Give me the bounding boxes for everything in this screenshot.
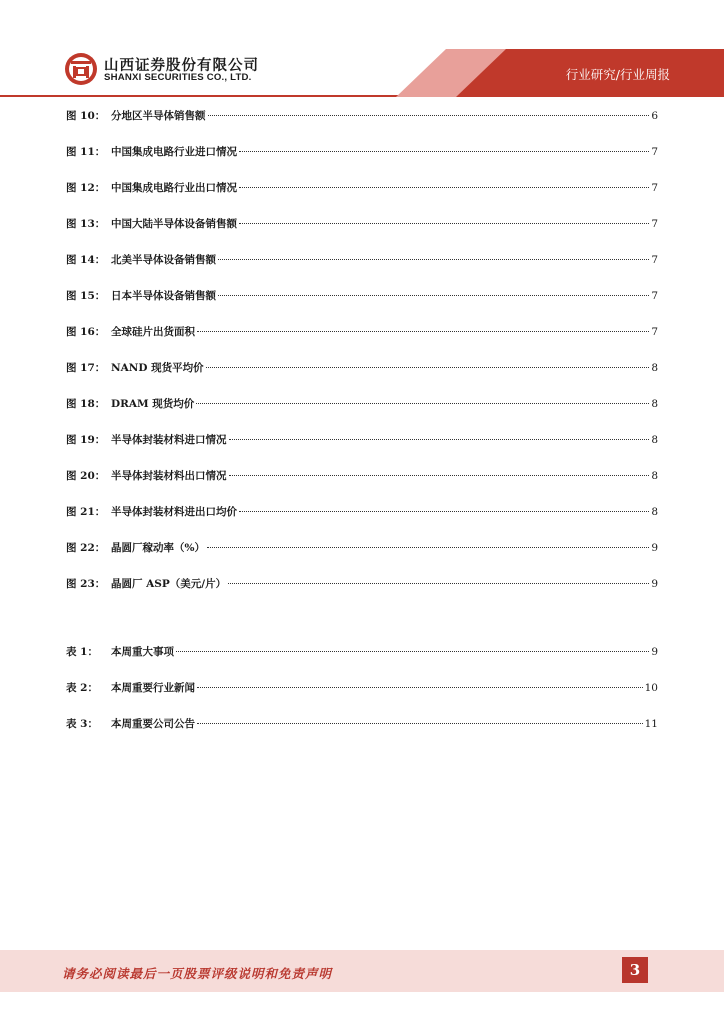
toc-leader-dots <box>239 511 649 512</box>
toc-entry[interactable] <box>66 278 658 314</box>
toc-entry[interactable] <box>66 242 658 278</box>
toc-leader-dots <box>229 439 650 440</box>
toc-entry-title: 晶圆厂稼动率（%） <box>111 542 205 554</box>
toc-entry-page: 7 <box>651 326 658 338</box>
toc-entry-page: 8 <box>651 470 658 482</box>
toc-entry-title: 本周重要公司公告 <box>111 718 195 730</box>
toc-entry-label: 表 2： <box>66 682 98 694</box>
toc-entry[interactable] <box>66 98 658 134</box>
toc-entry-title: 本周重要行业新闻 <box>111 682 195 694</box>
toc-entry-label: 图 16： <box>66 326 106 338</box>
toc-entry-label: 图 19： <box>66 434 106 446</box>
toc-entry[interactable] <box>66 634 658 670</box>
toc-entry-label: 图 20： <box>66 470 106 482</box>
toc-entry-page: 8 <box>651 398 658 410</box>
toc-entry-page: 10 <box>644 682 658 694</box>
toc-leader-dots <box>197 687 643 688</box>
toc-entry-title: 半导体封装材料进出口均价 <box>111 506 237 518</box>
company-name-cn: 山西证券股份有限公司 <box>104 58 259 74</box>
toc-entry-page: 7 <box>651 146 658 158</box>
table-list <box>66 634 658 742</box>
toc-entry-title: NAND 现货平均价 <box>111 362 204 374</box>
toc-entry[interactable] <box>66 422 658 458</box>
toc-leader-dots <box>239 223 649 224</box>
table-of-contents <box>66 98 658 742</box>
toc-entry-page: 7 <box>651 218 658 230</box>
company-name-en: SHANXI SECURITIES CO., LTD. <box>104 72 252 83</box>
toc-entry-label: 图 14： <box>66 254 106 266</box>
toc-entry-title: 本周重大事项 <box>111 646 174 658</box>
toc-leader-dots <box>239 187 649 188</box>
toc-entry-title: 中国集成电路行业进口情况 <box>111 146 237 158</box>
toc-entry-page: 9 <box>651 578 658 590</box>
toc-entry-page: 7 <box>651 254 658 266</box>
toc-leader-dots <box>218 295 649 296</box>
toc-leader-dots <box>218 259 649 260</box>
page-number: 3 <box>622 957 648 983</box>
toc-entry-title: 北美半导体设备销售额 <box>111 254 216 266</box>
toc-entry-page: 9 <box>651 542 658 554</box>
toc-entry-page: 7 <box>651 290 658 302</box>
toc-entry-title: 日本半导体设备销售额 <box>111 290 216 302</box>
toc-entry-page: 11 <box>644 718 658 730</box>
toc-entry-page: 8 <box>651 434 658 446</box>
toc-entry-page: 6 <box>651 110 658 122</box>
toc-entry[interactable] <box>66 458 658 494</box>
toc-entry-page: 9 <box>651 646 658 658</box>
page-header <box>0 0 724 100</box>
toc-leader-dots <box>207 547 649 548</box>
toc-entry[interactable] <box>66 314 658 350</box>
toc-entry-label: 图 18： <box>66 398 106 410</box>
toc-leader-dots <box>176 651 649 652</box>
toc-entry-label: 图 11： <box>66 146 106 158</box>
toc-entry-label: 表 3： <box>66 718 98 730</box>
disclaimer-text: 请务必阅读最后一页股票评级说明和免责声明 <box>62 966 333 981</box>
toc-leader-dots <box>228 583 649 584</box>
toc-leader-dots <box>196 403 649 404</box>
toc-entry[interactable] <box>66 386 658 422</box>
toc-leader-dots <box>208 115 650 116</box>
toc-leader-dots <box>239 151 649 152</box>
toc-entry[interactable] <box>66 206 658 242</box>
toc-entry-page: 8 <box>651 506 658 518</box>
toc-entry-page: 7 <box>651 182 658 194</box>
toc-entry[interactable] <box>66 706 658 742</box>
toc-entry-title: 中国集成电路行业出口情况 <box>111 182 237 194</box>
report-category-tag: 行业研究/行业周报 <box>565 67 670 82</box>
toc-entry[interactable] <box>66 494 658 530</box>
toc-entry[interactable] <box>66 566 658 602</box>
toc-entry-title: 全球硅片出货面积 <box>111 326 195 338</box>
toc-entry-title: DRAM 现货均价 <box>111 398 195 410</box>
toc-entry-title: 分地区半导体销售额 <box>111 110 206 122</box>
toc-entry[interactable] <box>66 670 658 706</box>
toc-entry[interactable] <box>66 350 658 386</box>
toc-entry[interactable] <box>66 134 658 170</box>
toc-entry-label: 图 22： <box>66 542 106 554</box>
toc-entry-label: 图 21： <box>66 506 106 518</box>
toc-entry-title: 晶圆厂 ASP（美元/片） <box>111 578 227 590</box>
toc-leader-dots <box>229 475 650 476</box>
toc-leader-dots <box>206 367 650 368</box>
toc-leader-dots <box>197 723 643 724</box>
figure-list <box>66 98 658 602</box>
toc-entry-title: 中国大陆半导体设备销售额 <box>111 218 237 230</box>
toc-entry-label: 图 15： <box>66 290 106 302</box>
toc-entry-label: 图 13： <box>66 218 106 230</box>
toc-leader-dots <box>197 331 649 332</box>
toc-entry[interactable] <box>66 530 658 566</box>
toc-entry-label: 图 10： <box>66 110 106 122</box>
toc-entry[interactable] <box>66 170 658 206</box>
toc-entry-label: 表 1： <box>66 646 98 658</box>
toc-entry-title: 半导体封装材料出口情况 <box>111 470 227 482</box>
toc-entry-label: 图 23： <box>66 578 106 590</box>
toc-entry-label: 图 17： <box>66 362 106 374</box>
toc-entry-label: 图 12： <box>66 182 106 194</box>
toc-entry-page: 8 <box>651 362 658 374</box>
toc-entry-title: 半导体封装材料进口情况 <box>111 434 227 446</box>
